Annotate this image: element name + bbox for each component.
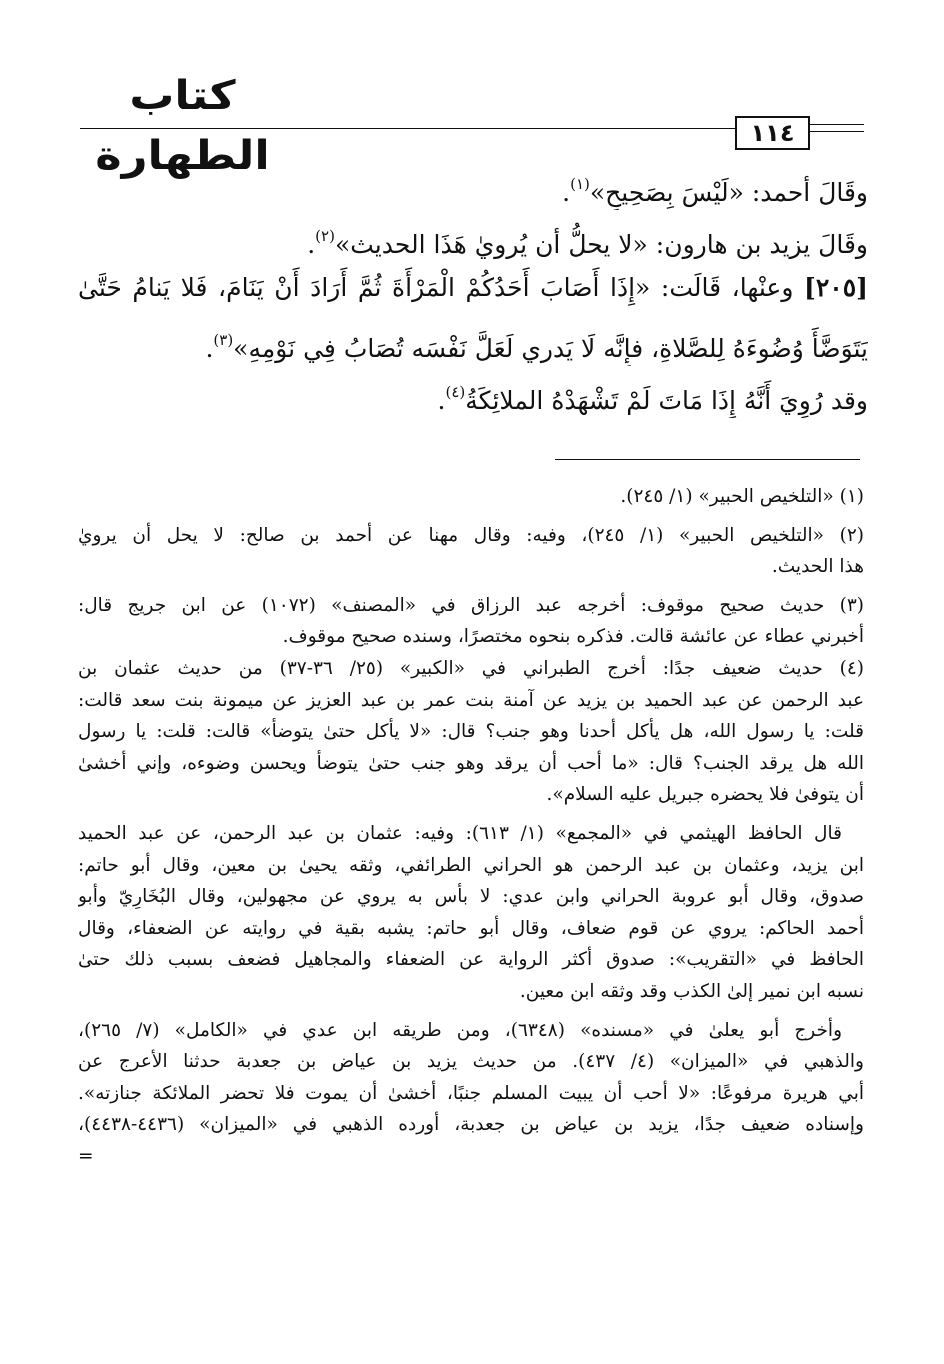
main-line-3 bbox=[78, 262, 868, 314]
main-text bbox=[78, 158, 868, 418]
footnote-mark: (٤) bbox=[445, 383, 466, 401]
footnote-line: (١) «التلخيص الحبير» (١/ ٢٤٥). bbox=[620, 486, 864, 507]
main-line-text: وعنْها، قَالَت: «إِذَا أَصَابَ أَحَدُكُمْ الْمَرْأَةَ ثُمَّ أَرَادَ أَنْ يَنَامَ، فَلا يَنامُ حَتَّىٰ bbox=[78, 273, 794, 302]
footnote-line: (٣) حديث صحيح موقوف: أخرجه عبد الرزاق في «المصنف» (١٠٧٢) عن ابن جريج قال: bbox=[78, 594, 864, 616]
footnote-line: عبد الرحمن عن عبد الحميد بن يزيد عن آمنة بنت عمر بن عبد العزيز عن ميمونة بنت سعد قالت: bbox=[78, 689, 864, 711]
main-line-5 bbox=[78, 366, 868, 418]
footnote-line: قال الحافظ الهيثمي في «المجمع» (١/ ٦١٣): وفيه: عثمان بن عبد الرحمن، عن عبد الحميد bbox=[78, 822, 842, 844]
main-line-text: وقد رُوِيَ أَنَّهُ إِذَا مَاتَ لَمْ تَشْهَدْهُ الملائِكَةُ bbox=[465, 386, 868, 415]
footnote-divider bbox=[555, 459, 860, 460]
header-rule-right-bottom bbox=[810, 131, 864, 132]
footnote-line: (٤) حديث ضعيف جدًا: أخرج الطبراني في «الكبير» (٢٥/ ٣٦-٣٧) من حديث عثمان بن bbox=[78, 657, 864, 679]
footnote-line: قلت: يا رسول الله، هل يأكل أحدنا وهو جنب؟ قال: «لا يأكل حتىٰ يتوضأ» قالت: قلت: يا رسول bbox=[78, 721, 864, 743]
line-end: . bbox=[205, 334, 214, 363]
main-line-4 bbox=[78, 314, 868, 366]
footnote-line: والذهبي في «الميزان» (٤/ ٤٣٧). من حديث يزيد بن عياض بن جعدبة حدثنا الأعرج عن bbox=[78, 1051, 864, 1073]
footnote-line: أخبرني عطاء عن عائشة قالت. فذكره بنحوه مختصرًا، وسنده صحيح موقوف. bbox=[282, 626, 864, 648]
header-rule-right-top bbox=[810, 124, 864, 125]
footnote-line: ابن يزيد، وعثمان بن عبد الرحمن هو الحراني الطرائفي، وثقه يحيىٰ بن معين، وقال أبو حاتم: bbox=[78, 854, 864, 876]
main-line-1 bbox=[78, 158, 868, 210]
main-line-text: وقَالَ أحمد: «لَيْسَ بِصَحِيحٍ» bbox=[589, 178, 868, 207]
footnote-line: نسبه ابن نمير إلىٰ الكذب وقد وثقه ابن معين. bbox=[519, 980, 864, 1002]
line-end: . bbox=[437, 386, 446, 415]
footnote-mark: (٢) bbox=[315, 227, 335, 245]
page-header bbox=[0, 0, 944, 179]
line-end: . bbox=[562, 178, 571, 207]
header-rule bbox=[80, 128, 735, 129]
footnotes bbox=[78, 481, 864, 1172]
footnote-line: الحافظ في «التقريب»: صدوق أكثر الرواية عن الضعفاء والمجاهيل فضعف بسبب ذلك حتىٰ bbox=[78, 949, 864, 971]
main-line-text: يَتَوَضَّأَ وُضُوءَهُ لِلصَّلاةِ، فإِنَّه لَا يَدري لَعَلَّ نَفْسَه تُصَابُ فِي نَوْمِهِ» bbox=[233, 334, 868, 363]
footnote-line: أن يتوفىٰ فلا يحضره جبريل عليه السلام». bbox=[546, 784, 864, 806]
footnote-line: هذا الحديث. bbox=[771, 556, 864, 578]
footnote-line: الله هل يرقد الجنب؟ قال: «ما أحب أن يرقد وهو جنب حتىٰ يتوضأ ويحسن وضوءه، وإني أخشىٰ bbox=[78, 752, 864, 774]
footnote-mark: (٣) bbox=[213, 331, 234, 349]
footnote-line: صدوق، وقال أبو عروبة الحراني وابن عدي: لا بأس به يروي عن مجهولين، وقال البُخَارِيّ وأبو bbox=[78, 886, 864, 908]
book-title: كتاب الطهارة bbox=[95, 73, 270, 179]
main-line-2 bbox=[78, 210, 868, 262]
hadith-number: [٢٠٥] bbox=[804, 273, 868, 302]
footnote-line: (٢) «التلخيص الحبير» (١/ ٢٤٥)، وفيه: وقال مهنا عن أحمد بن صالح: لا يحل أن يرويٰ bbox=[78, 524, 864, 546]
footnote-line: أبي هريرة مرفوعًا: «لا أحب أن يبيت المسلم جنبًا، أخشىٰ أن يموت فلا تحضر الملائكة جنازته». bbox=[78, 1082, 864, 1104]
footnote-mark: (١) bbox=[570, 175, 590, 193]
main-line-text: وقَالَ يزيد بن هارون: «لا يحلُّ أن يُرويٰ هَذَا الحديث» bbox=[334, 230, 868, 259]
page-number: ١١٤ bbox=[735, 116, 810, 150]
footnote-line: وأخرج أبو يعلىٰ في «مسنده» (٦٣٤٨)، ومن طريقه ابن عدي في «الكامل» (٧/ ٢٦٥)، bbox=[78, 1019, 842, 1041]
footnote-line: أحمد الحاكم: يروي عن قوم ضعاف، وقال أبو حاتم: يشبه بقية في روايته عن الضعفاء، وقال bbox=[78, 917, 864, 939]
continuation-mark: = bbox=[78, 1145, 94, 1167]
line-end: . bbox=[307, 230, 316, 259]
footnote-line: وإسناده ضعيف جدًا، يزيد بن عياض بن جعدبة، أورده الذهبي في «الميزان» (٤٤٣٦-٤٤٣٨)، bbox=[78, 1114, 864, 1136]
